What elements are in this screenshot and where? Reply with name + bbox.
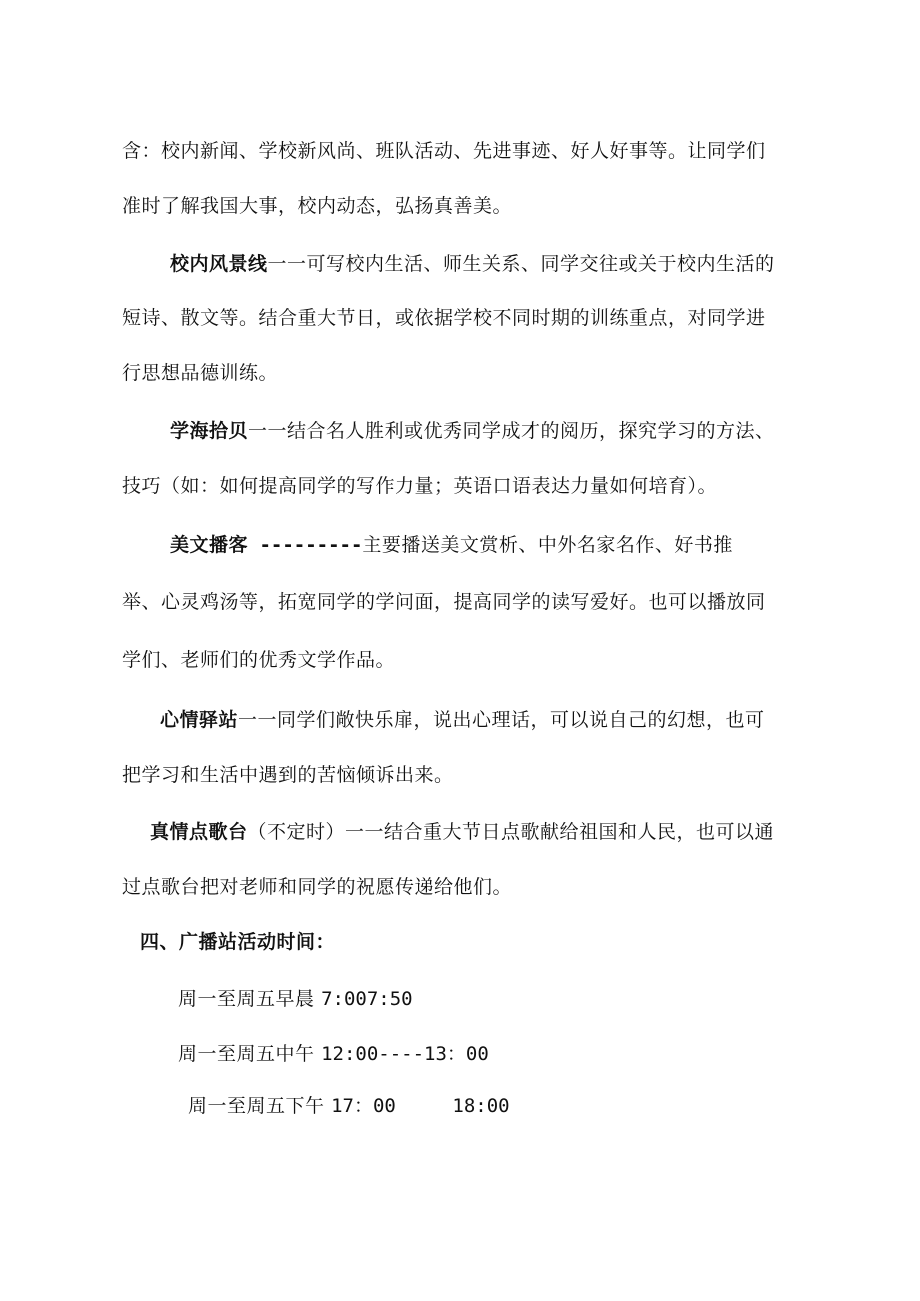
text: 行思想品德训练。 (122, 362, 279, 384)
text: 准时了解我国大事，校内动态，弘扬真善美。 (122, 195, 513, 217)
section-title: 四、广播站活动时间： (140, 931, 336, 953)
paragraph-line (122, 763, 454, 787)
text: 举、心灵鸡汤等，拓宽同学的学问面，提高同学的读写爱好。也可以播放同 (122, 591, 766, 613)
schedule-label: 周一至周五下午 (188, 1095, 325, 1117)
text: 含：校内新闻、学校新风尚、班队活动、先进事迹、好人好事等。让同学们 (122, 140, 766, 162)
paragraph-line (170, 419, 775, 443)
text: 一一结合名人胜利或优秀同学成才的阅历，探究学习的方法、 (248, 420, 775, 442)
paragraph-line (122, 139, 766, 163)
dash-separator: --------- (248, 534, 363, 556)
text: 短诗、散文等。结合重大节日，或依据学校不同时期的训练重点，对同学进 (122, 307, 766, 329)
text: 学们、老师们的优秀文学作品。 (122, 649, 396, 671)
schedule-item (178, 1042, 489, 1066)
paragraph-line (170, 533, 733, 557)
schedule-time: 17：00 (331, 1095, 396, 1117)
schedule-time-end: 18:00 (452, 1095, 510, 1117)
schedule-item (178, 987, 413, 1011)
schedule-item (188, 1094, 510, 1118)
paragraph-line (150, 820, 774, 844)
text: 一一同学们敞快乐扉，说出心理话，可以说自己的幻想，也可 (238, 709, 765, 731)
section-heading: 校内风景线 (170, 253, 268, 275)
paragraph-line (122, 474, 717, 498)
paragraph-line (160, 708, 765, 732)
paragraph-line (122, 361, 278, 385)
section-heading: 学海拾贝 (170, 420, 249, 442)
paragraph-line (122, 306, 766, 330)
text: 技巧（如：如何提高同学的写作力量；英语口语表达力量如何培育）。 (122, 475, 718, 497)
schedule-label: 周一至周五中午 (178, 1043, 315, 1065)
text: （不定时）一一结合重大节日点歌献给祖国和人民，也可以通 (247, 821, 775, 843)
text: 过点歌台把对老师和同学的祝愿传递给他们。 (122, 876, 513, 898)
section-heading: 真情点歌台 (150, 821, 248, 843)
text: 主要播送美文赏析、中外名家名作、好书推 (362, 534, 733, 556)
schedule-time: 12:00----13：00 (321, 1043, 489, 1065)
text: 把学习和生活中遇到的苦恼倾诉出来。 (122, 764, 454, 786)
text: 一一可写校内生活、师生关系、同学交往或关于校内生活的 (267, 253, 775, 275)
paragraph-line (170, 252, 775, 276)
schedule-time: 7:007:50 (321, 988, 413, 1010)
section-heading: 美文播客 (170, 534, 249, 556)
schedule-label: 周一至周五早晨 (178, 988, 315, 1010)
paragraph-line (122, 648, 395, 672)
paragraph-line (122, 194, 512, 218)
paragraph-line (122, 590, 766, 614)
paragraph-line (122, 875, 512, 899)
section-heading: 心情驿站 (160, 709, 239, 731)
